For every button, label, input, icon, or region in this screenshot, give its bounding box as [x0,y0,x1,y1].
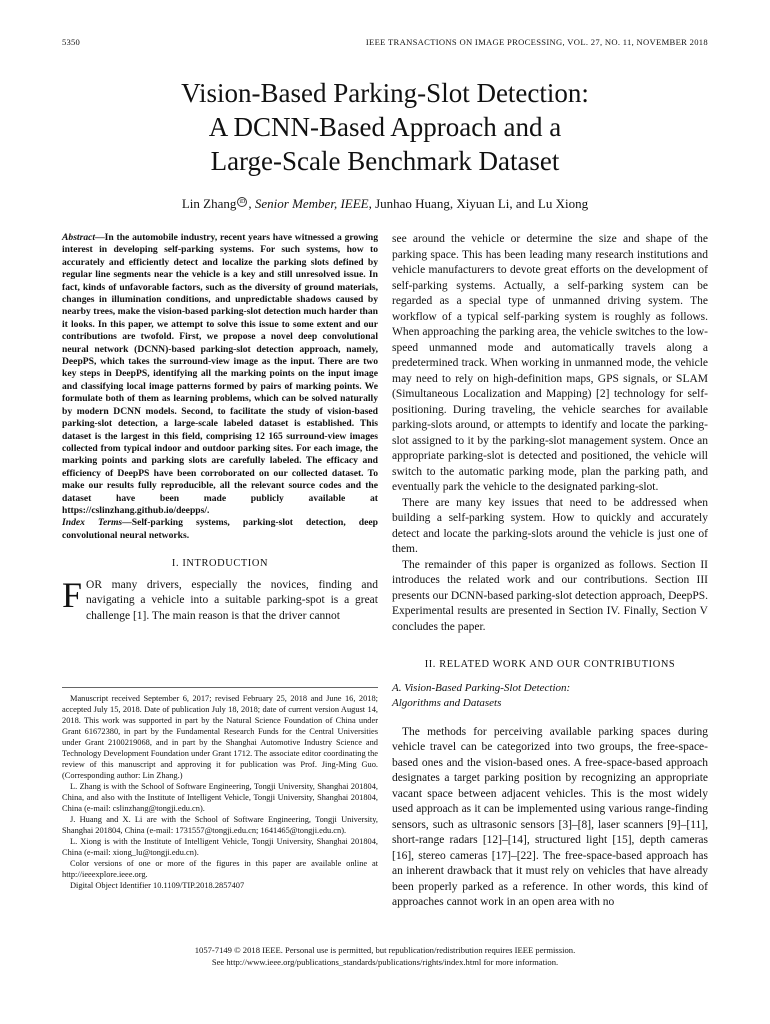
subsection-heading-a [392,681,708,711]
subsection-a-line-2: Algorithms and Datasets [392,696,502,709]
other-authors: , Junhao Huang, Xiyuan Li, and Lu Xiong [368,196,589,211]
footnote-xiong: L. Xiong is with the Institute of Intelligent Vehicle, Tongji University, Shanghai 201804, China (e-mail: xiong_lu@tongji.edu.cn). [62,837,378,857]
right-paragraph-1: see around the vehicle or determine the size and shape of the parking space. This has been leading many research institutions and vehicle manufacturers to devote great efforts on the development of self-parking systems. Actually, a self-parking system can be regarded as a special type of unmanned driving system. The workflow of a typical self-parking system is roughly as follows. When approaching the parking area, the vehicle switches to the low-speed unmanned mode and automatically travels along a predetermined track. When working in unmanned mode, the vehicle may need to rely on high-definition maps, GPS signals, or SLAM (Simultaneous Localization and Mapping) [2] technology for self-positioning. During traveling, the vehicle searches for available parking-slots around, or attempts to identify and locate the parking-slot assigned to it by the parking-slot management system. Once an appropriate parking-slot is detected and positioned, the vehicle will switch to the automatic parking mode, plan the parking path, and eventually park the vehicle to the designated parking-slot. [392,233,708,493]
copyright-notice [62,944,708,968]
drop-cap: F [62,574,83,615]
footnote-rule [62,687,378,688]
footnote-color: Color versions of one or more of the figures in this paper are available online at http://ieeexplore.ieee.org. [62,859,378,879]
introduction-text: OR many drivers, especially the novices, finding and navigating a vehicle into a suitable parking-spot is a great challenge [1]. The main reason is that the driver cannot [86,578,378,622]
index-terms [62,517,378,542]
copyright-line-2: See http://www.ieee.org/publications_standards/publications/rights/index.html for more information. [211,957,559,967]
right-paragraph-3: The remainder of this paper is organized as follows. Section II introduces the related work and our contributions. Section III presents our DCNN-based parking-slot detection approach, DeepPS. Experimental results are presented in Section IV. Finally, Section V concludes the paper. [392,558,708,633]
footnote-zhang: L. Zhang is with the School of Software Engineering, Tongji University, Shanghai 201804, China, and also with the Institute of Intelligent Vehicle, Tongji University, Shanghai 201804, China (e-mail: cslinzhang@tongji.edu.cn). [62,782,378,813]
copyright-line-1: 1057-7149 © 2018 IEEE. Personal use is permitted, but republication/redistribution requires IEEE permission. [194,945,576,955]
footnote-manuscript: Manuscript received September 6, 2017; revised February 25, 2018 and June 16, 2018; accepted July 15, 2018. Date of publication July 18, 2018; date of current version August 14, 2018. This work was supported in part by the Natural Science Foundation of China under Grant 61672380, in part by the Fundamental Research Funds for the Central Universities under Grant 2100219068, and in part by the Shanghai Automotive Industry Science and Technology Development Foundation under Grant 1712. The associate editor coordinating the review of this manuscript and approving it for publication was Prof. Jing-Ming Guo. (Corresponding author: Lin Zhang.) [62,694,378,780]
index-terms-lead: Index Terms [62,517,123,529]
introduction-paragraph [62,574,378,625]
index-terms-text: —Self-parking systems, parking-slot detection, deep convolutional neural networks. [62,517,378,541]
paper-title [62,76,708,178]
first-author-role: , Senior Member, IEEE [248,196,369,211]
right-paragraph-2: There are many key issues that need to be addressed when building a self-parking system. How to quickly and accurately detect and locate the parking-slots around the vehicle is just one of them. [392,496,708,555]
right-paragraph-4: The methods for perceiving available parking spaces during vehicle travel can be categorized into two groups, the free-space-based ones and the vision-based ones. A free-space-based approach designates a target parking position by recognizing an appropriate vacant space between adjacent vehicles. This is the most widely used approach as it can be implemented using various range-finding sensors, such as ultrasonic sensors [3]–[8], laser scanners [9]–[11], short-range radars [12]–[14], structured light [15], depth cameras [16], stereo cameras [17]–[22]. The free-space-based approach has an inherent drawback that it must rely on vehicles that have already been properly parked as a reference. In other words, this kind of approaches cannot work in an open area with no [392,725,708,908]
title-line-2: A DCNN-Based Approach and a [208,112,562,142]
abstract-text: —In the automobile industry, recent years have witnessed a growing interest in developing self-parking systems. For such systems, how to accurately and efficiently detect and localize the parking slots defined by regular line segments near the vehicle is a key and still unresolved issue. In fact, kinds of unfavorable factors, such as the diversity of ground materials, changes in illumination conditions, and unpredictable shadows caused by nearby trees, make the vision-based parking-slot detection much harder than it looks. In this paper, we attempt to solve this issue to some extent and our contributions are twofold. First, we propose a novel deep convolutional neural network (DCNN)-based parking-slot detection approach, namely, DeepPS, which takes the surround-view image as the input. There are two key steps in DeepPS, identifying all the marking points on the input image and classifying local image patterns formed by pairs of marking points. We formulate both of them as learning problems, which can be solved naturally by modern DCNN models. Second, to facilitate the study of vision-based parking-slot detection, a large-scale labeled dataset is established. This dataset is the largest in this field, comprising 12 165 surround-view images collected from typical indoor and outdoor parking sites. For each image, the marking points and parking slots are carefully labeled. The efficacy and efficiency of DeepPS have been corroborated on our collected dataset. To make our results fully reproducible, all the relevant source codes and the dataset have been made publicly available at https://cslinzhang.github.io/deepps/. [62,232,378,516]
page-number: 5350 [62,37,80,47]
footnotes [62,693,378,891]
orcid-icon[interactable]: iD [239,198,246,205]
running-header: IEEE TRANSACTIONS ON IMAGE PROCESSING, VOL. 27, NO. 11, NOVEMBER 2018 [365,37,708,47]
right-column [392,232,708,911]
author-list [62,196,708,212]
title-line-1: Vision-Based Parking-Slot Detection: [181,78,589,108]
first-author: Lin Zhang [181,196,237,211]
abstract [62,232,378,517]
section-heading-related-work: II. RELATED WORK AND OUR CONTRIBUTIONS [424,659,676,670]
abstract-lead: Abstract [62,232,96,243]
footnote-doi: Digital Object Identifier 10.1109/TIP.2018.2857407 [70,881,245,890]
title-line-3: Large-Scale Benchmark Dataset [210,146,560,176]
footnote-huang-li: J. Huang and X. Li are with the School of Software Engineering, Tongji University, Shanghai 201804, China (e-mail: 1731557@tongji.edu.cn; 1641465@tongji.edu.cn). [62,815,378,835]
left-column [62,232,378,624]
section-heading-introduction: I. INTRODUCTION [171,558,269,570]
subsection-a-line-1: A. Vision-Based Parking-Slot Detection: [392,681,571,694]
